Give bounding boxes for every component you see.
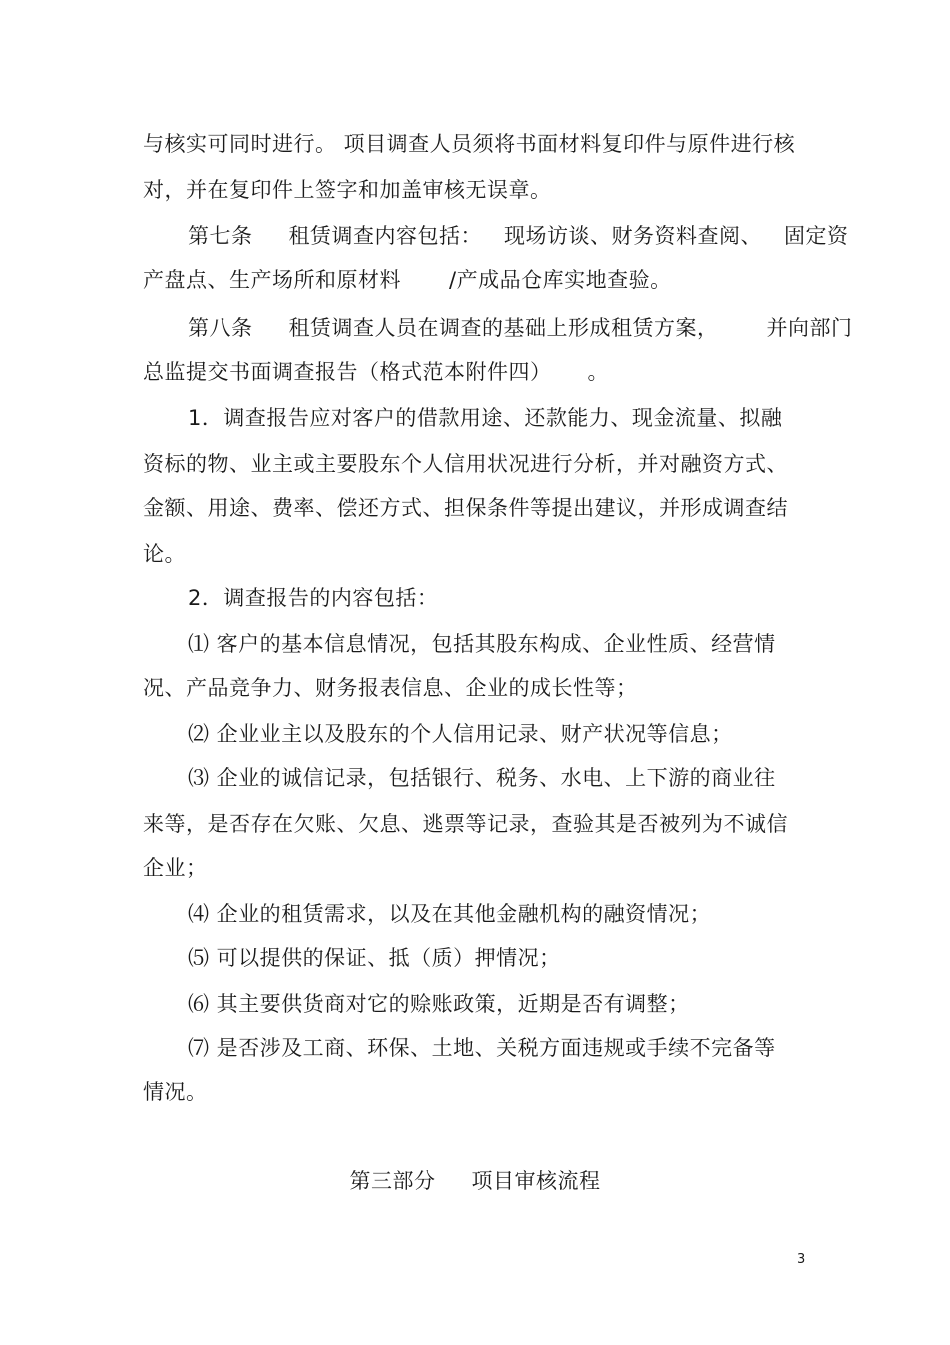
list-item-line: 企业； (143, 856, 208, 880)
list-item-line: ⑴ 客户的基本信息情况，包括其股东构成、企业性质、经营情 (188, 632, 776, 656)
list-item-line: 情况。 (143, 1080, 208, 1104)
article-8-number: 第八条 (188, 316, 253, 340)
article-7-line (188, 222, 849, 250)
article-8-text-b: 并向部门 (766, 316, 853, 340)
section-heading-number: 第三部分 (349, 1169, 436, 1193)
paragraph-line (143, 266, 672, 294)
list-item-line: ⑹ 其主要供货商对它的赊账政策，近期是否有调整； (188, 992, 690, 1016)
list-item-line: ⑷ 企业的租赁需求，以及在其他金融机构的融资情况； (188, 902, 712, 926)
paragraph-line: 金额、用途、费率、偿还方式、担保条件等提出建议，并形成调查结 (143, 496, 788, 520)
list-item-line: ⑸ 可以提供的保证、抵（质）押情况； (188, 946, 561, 970)
article-8-text-a: 租赁调查人员在调查的基础上形成租赁方案， (288, 316, 719, 340)
section-heading-title: 项目审核流程 (471, 1169, 601, 1193)
list-item-line: 来等，是否存在欠账、欠息、逃票等记录，查验其是否被列为不诚信 (143, 812, 788, 836)
paragraph-line: 论。 (143, 542, 186, 566)
list-item-line: ⑶ 企业的诚信记录，包括银行、税务、水电、上下游的商业往 (188, 766, 776, 790)
article-8-cont-b: 。 (587, 360, 609, 384)
list-item-line: ⑺ 是否涉及工商、环保、土地、关税方面违规或手续不完备等 (188, 1036, 776, 1060)
paragraph-line: 资标的物、业主或主要股东个人信用状况进行分析，并对融资方式、 (143, 452, 788, 476)
article-7-cont-b: /产成品仓库实地查验。 (449, 268, 672, 292)
paragraph-line: 2．调查报告的内容包括： (188, 586, 439, 610)
article-7-number: 第七条 (188, 224, 253, 248)
paragraph-line: 与核实可同时进行。 项目调查人员须将书面材料复印件与原件进行核 (143, 132, 796, 156)
paragraph-line: 1．调查报告应对客户的借款用途、还款能力、现金流量、拟融 (188, 406, 783, 430)
article-7-text-b: 现场访谈、财务资料查阅、 (504, 224, 762, 248)
article-7-cont-a: 产盘点、生产场所和原材料 (143, 268, 401, 292)
page-number: 3 (797, 1252, 806, 1267)
list-item-line: 况、产品竞争力、财务报表信息、企业的成长性等； (143, 676, 638, 700)
list-item-line: ⑵ 企业业主以及股东的个人信用记录、财产状况等信息； (188, 722, 733, 746)
article-8-cont-a: 总监提交书面调查报告（格式范本附件四） (143, 360, 552, 384)
article-7-text-c: 固定资 (784, 224, 849, 248)
paragraph-line (143, 358, 609, 386)
paragraph-line: 对，并在复印件上签字和加盖审核无误章。 (143, 178, 552, 202)
article-8-line (188, 314, 853, 342)
section-heading (0, 1167, 950, 1195)
article-7-text-a: 租赁调查内容包括： (288, 224, 482, 248)
